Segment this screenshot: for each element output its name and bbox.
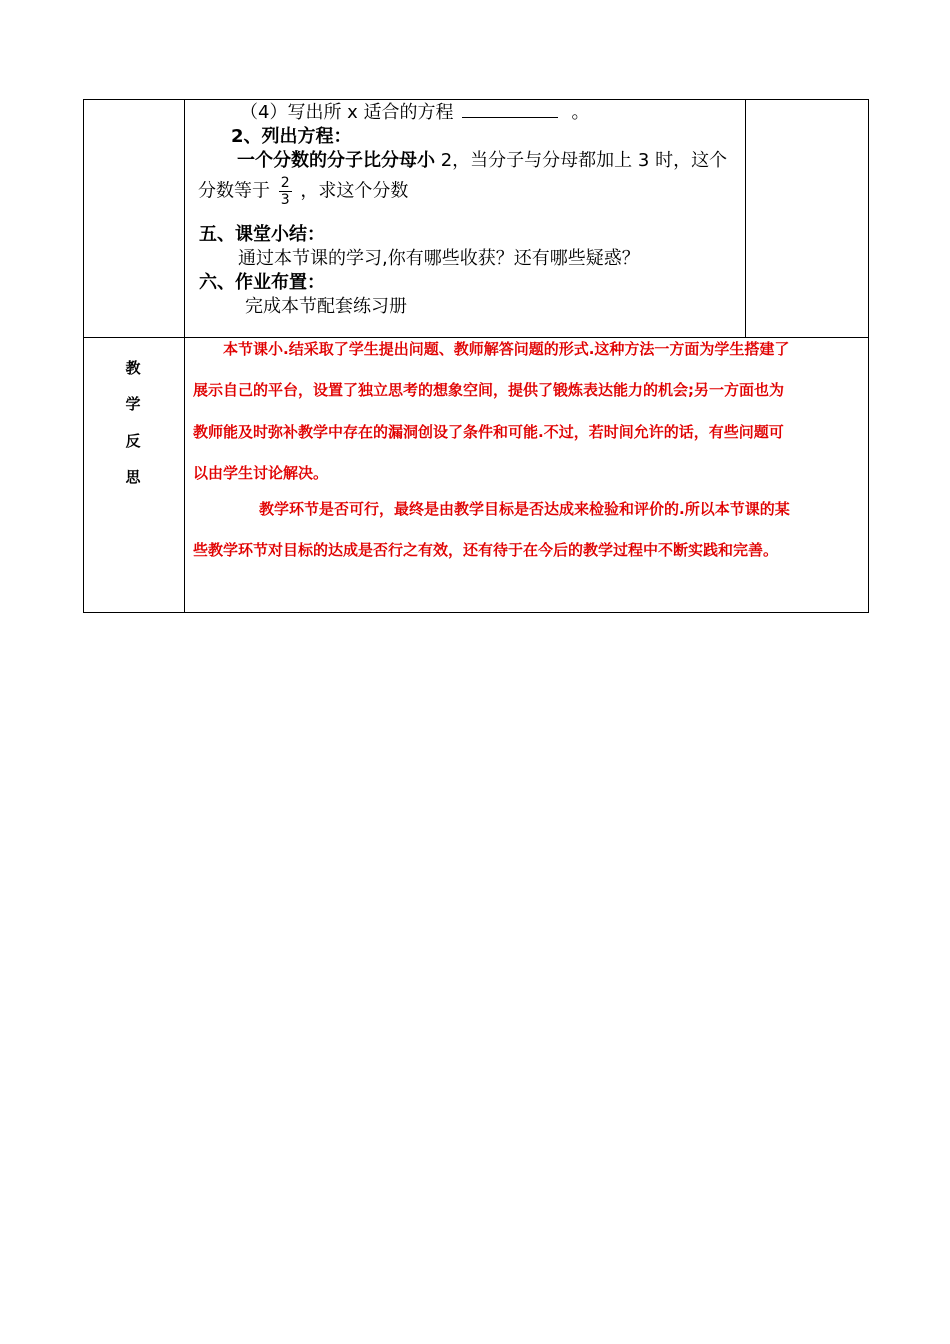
fraction-numerator: 2: [280, 175, 290, 191]
table-border-left: [83, 99, 84, 613]
problem-normal-text: 2，当分子与分母都加上 3 时，这个: [435, 150, 728, 171]
section6-text: 完成本节配套练习册: [245, 296, 407, 317]
reflection-label-3: 反: [125, 432, 141, 450]
table-border-right: [868, 99, 869, 613]
reflection-para2-line2: 些教学环节对目标的达成是否行之有效，还有待于在今后的教学过程中不断实践和完善。: [193, 541, 779, 559]
fraction-denominator: 3: [280, 192, 290, 208]
reflection-para1-line3: 教师能及时弥补教学中存在的漏洞创设了条件和可能.不过，若时间允许的话，有些问题可: [193, 423, 784, 441]
item4-suffix: 。: [571, 102, 590, 123]
section6-title: 六、作业布置：: [199, 272, 325, 293]
column-divider-1: [184, 99, 185, 613]
reflection-para1-line2: 展示自己的平台，设置了独立思考的想象空间，提供了锻炼表达能力的机会;另一方面也为: [193, 381, 785, 399]
reflection-para1-line4: 以由学生讨论解决。: [193, 464, 329, 482]
step2-title: 2、列出方程：: [231, 126, 352, 147]
lesson-table: [83, 99, 869, 613]
reflection-para2-line1: 教学环节是否可行，最终是由教学目标是否达成来检验和评价的.所以本节课的某: [259, 500, 790, 518]
item4-text: （4）写出所 x 适合的方程: [240, 102, 454, 123]
table-border-bottom: [83, 612, 869, 613]
section5-title: 五、课堂小结：: [199, 224, 325, 245]
column-divider-2: [745, 99, 746, 338]
answer-blank: [462, 103, 558, 118]
problem-line-2: [198, 175, 408, 208]
reflection-label-2: 学: [125, 395, 141, 413]
problem-line-1: [237, 150, 727, 172]
fraction-two-thirds: [279, 175, 292, 208]
section5-text: 通过本节课的学习,你有哪些收获？还有哪些疑惑？: [238, 248, 640, 269]
problem-line2-prefix: 分数等于: [198, 180, 270, 202]
reflection-label-1: 教: [125, 359, 141, 377]
reflection-label-4: 思: [125, 468, 141, 486]
table-border-top: [83, 99, 869, 100]
problem-bold-text: 一个分数的分子比分母小: [237, 150, 435, 171]
reflection-para1-line1: 本节课小.结采取了学生提出问题、教师解答问题的形式.这种方法一方面为学生搭建了: [223, 340, 790, 358]
problem-line2-suffix: ，求这个分数: [300, 180, 409, 202]
item4-line: [240, 102, 590, 124]
